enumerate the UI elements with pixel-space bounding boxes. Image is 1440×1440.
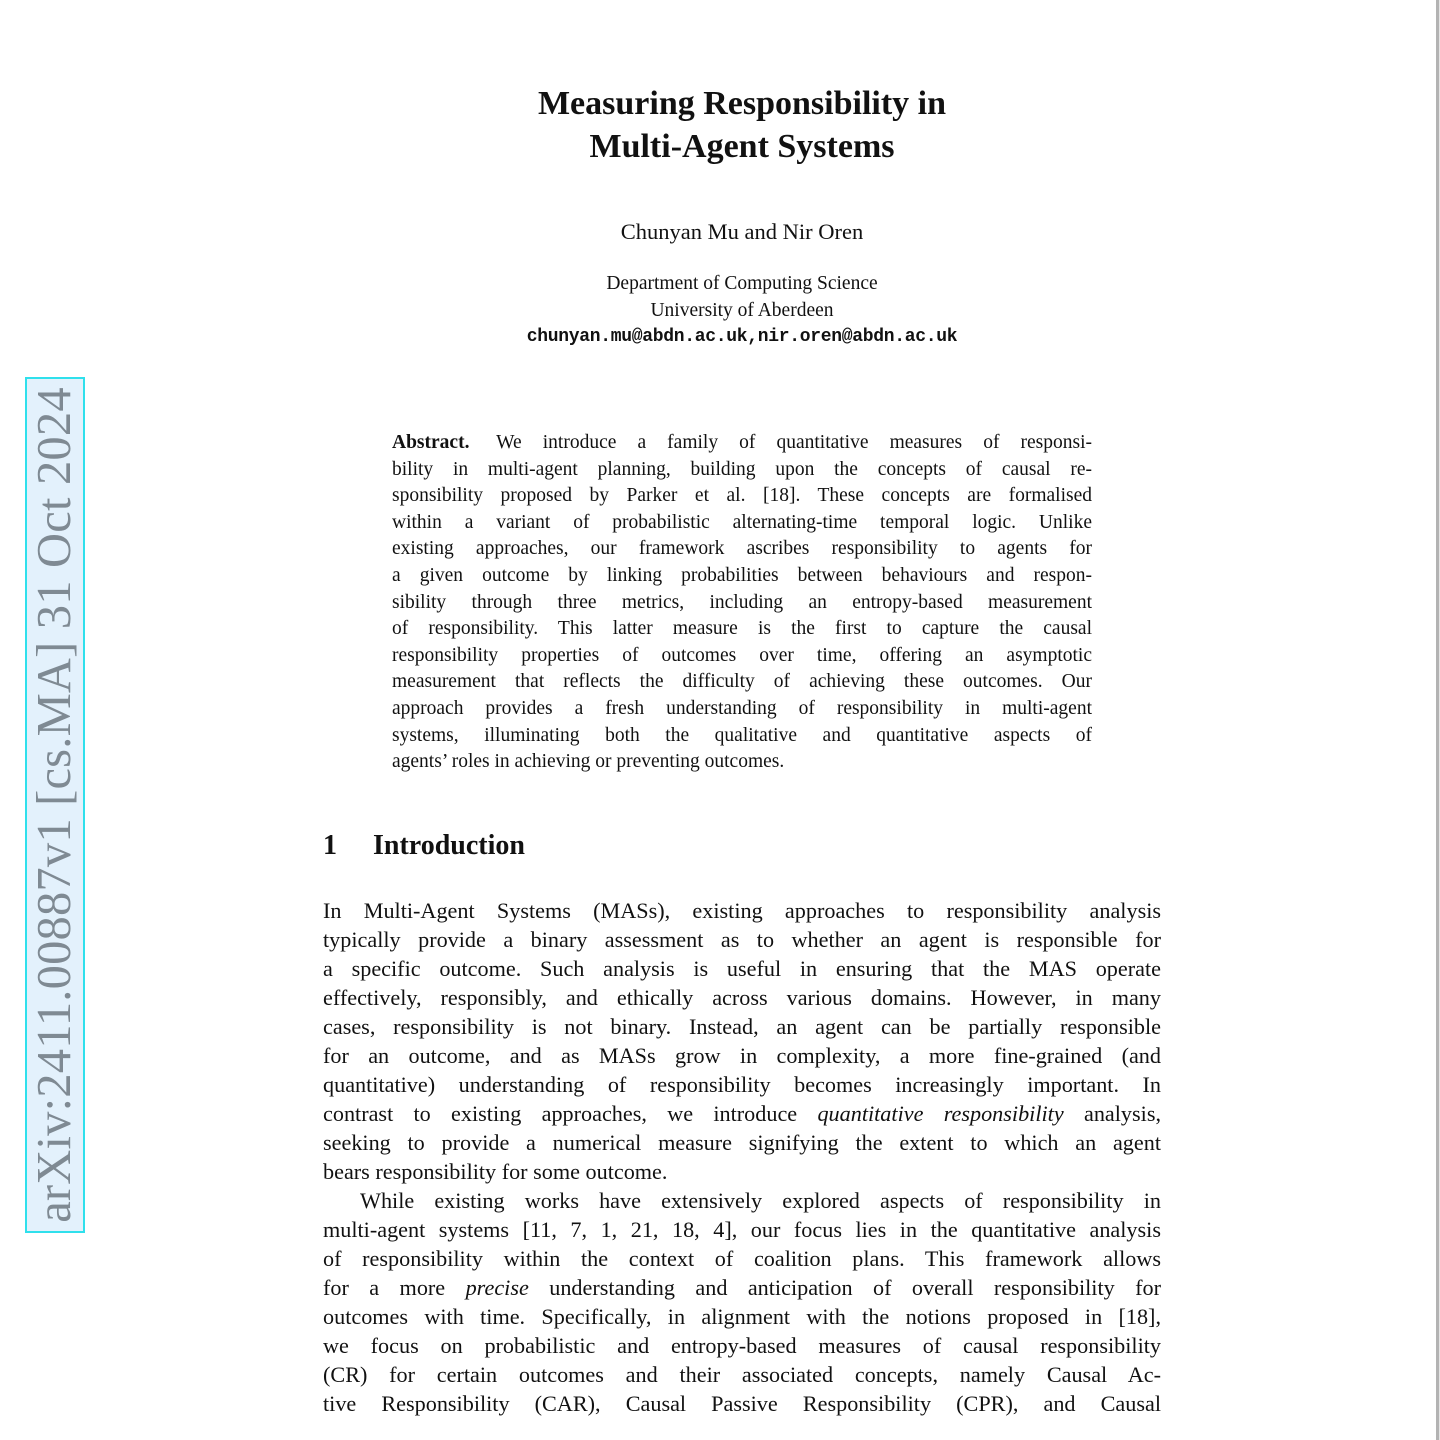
body-text-span: understanding and anticipation of overall responsibility for xyxy=(528,1275,1162,1300)
body-text-span: analysis, xyxy=(1063,1101,1161,1126)
paper-title-line1: Measuring Responsibility in xyxy=(537,85,947,122)
abstract-line: approach provides a fresh understanding of responsibility in multi-agent xyxy=(392,697,1092,719)
body-line: for an outcome, and as MASs grow in complexity, a more fine-grained (and xyxy=(323,1043,1161,1068)
emphasis-precise: precise xyxy=(465,1275,529,1300)
body-line: we focus on probabilistic and entropy-based measures of causal responsibility xyxy=(323,1333,1161,1358)
body-line: tive Responsibility (CAR), Causal Passive Responsibility (CPR), and Causal xyxy=(323,1391,1161,1416)
abstract-line: within a variant of probabilistic alternating-time temporal logic. Unlike xyxy=(392,511,1092,533)
body-line: effectively, responsibly, and ethically across various domains. However, in many xyxy=(323,985,1161,1010)
body-line: of responsibility within the context of coalition plans. This framework allows xyxy=(323,1246,1161,1271)
body-text-span: , xyxy=(1155,1304,1161,1329)
body-text-span: contrast to existing approaches, we introduce xyxy=(323,1101,818,1126)
body-line: bears responsibility for some outcome. xyxy=(323,1159,668,1184)
section-number: 1 xyxy=(323,830,337,861)
body-line: cases, responsibility is not binary. Instead, an agent can be partially responsible xyxy=(323,1014,1161,1039)
abstract-line: sibility through three metrics, including an entropy-based measurement xyxy=(392,591,1092,613)
author-affiliation xyxy=(0,270,1440,351)
body-text-span: While existing works have extensively explored aspects of responsibility in xyxy=(360,1188,1161,1213)
citation-link[interactable]: [18] xyxy=(1118,1304,1156,1329)
author-emails[interactable]: chunyan.mu@abdn.ac.uk,nir.oren@abdn.ac.uk xyxy=(526,327,958,347)
abstract-line: a given outcome by linking probabilities between behaviours and respon- xyxy=(392,564,1092,586)
body-text-span: outcomes with time. Specifically, in alignment with the notions proposed in xyxy=(323,1304,1119,1329)
body-line xyxy=(323,1215,1161,1244)
citation-link[interactable]: [11, 7, 1, 21, 18, 4] xyxy=(522,1217,732,1242)
abstract-line: bility in multi-agent planning, building upon the concepts of causal re- xyxy=(392,458,1092,480)
body-line: (CR) for certain outcomes and their associated concepts, namely Causal Ac- xyxy=(323,1362,1161,1387)
abstract-line: systems, illuminating both the qualitative and quantitative aspects of xyxy=(392,724,1092,746)
introduction-body xyxy=(323,896,1161,1418)
body-line xyxy=(323,1302,1161,1331)
emphasis-quantitative-responsibility: quantitative responsibility xyxy=(817,1101,1064,1126)
body-text-span: , our focus lies in the quantitative analysis xyxy=(731,1217,1161,1242)
abstract-line: agents’ roles in achieving or preventing outcomes. xyxy=(392,751,785,773)
body-line xyxy=(323,1273,1161,1302)
body-line: typically provide a binary assessment as to whether an agent is responsible for xyxy=(323,927,1161,952)
abstract-line: measurement that reflects the difficulty of achieving these outcomes. Our xyxy=(392,671,1092,693)
abstract-line: responsibility properties of outcomes over time, offering an asymptotic xyxy=(392,644,1092,666)
abstract-line: We introduce a family of quantitative measures of responsi- xyxy=(496,432,1092,453)
abstract-line: of responsibility. This latter measure is the first to capture the causal xyxy=(392,618,1092,640)
paper-title-line2: Multi-Agent Systems xyxy=(589,128,895,165)
arxiv-identifier-text: arXiv:2411.00887v1 [cs.MA] 31 Oct 2024 xyxy=(27,387,81,1223)
abstract-label: Abstract. xyxy=(392,432,470,453)
introduction-paragraph-2 xyxy=(323,1186,1161,1418)
body-line: In Multi-Agent Systems (MASs), existing approaches to responsibility analysis xyxy=(323,898,1161,923)
paper-title xyxy=(0,82,1440,168)
section-heading-introduction xyxy=(323,828,525,864)
abstract-line: sponsibility proposed by Parker et al. [18]. These concepts are formalised xyxy=(392,485,1092,507)
body-line: seeking to provide a numerical measure signifying the extent to which an agent xyxy=(323,1130,1161,1155)
body-line xyxy=(323,1099,1161,1128)
introduction-paragraph-1 xyxy=(323,896,1161,1186)
body-text-span: for a more xyxy=(323,1275,466,1300)
section-title: Introduction xyxy=(373,830,525,861)
body-line: quantitative) understanding of responsibility becomes increasingly important. In xyxy=(323,1072,1161,1097)
affiliation-university: University of Aberdeen xyxy=(650,300,834,321)
paper-authors: Chunyan Mu and Nir Oren xyxy=(620,219,864,244)
arxiv-identifier-stamp[interactable] xyxy=(25,377,85,1233)
body-line xyxy=(323,1186,1161,1215)
body-line: a specific outcome. Such analysis is useful in ensuring that the MAS operate xyxy=(323,956,1161,981)
abstract-line: existing approaches, our framework ascribes responsibility to agents for xyxy=(392,538,1092,560)
body-text-span: multi-agent systems xyxy=(323,1217,523,1242)
affiliation-department: Department of Computing Science xyxy=(606,273,878,294)
abstract-block xyxy=(392,430,1092,776)
